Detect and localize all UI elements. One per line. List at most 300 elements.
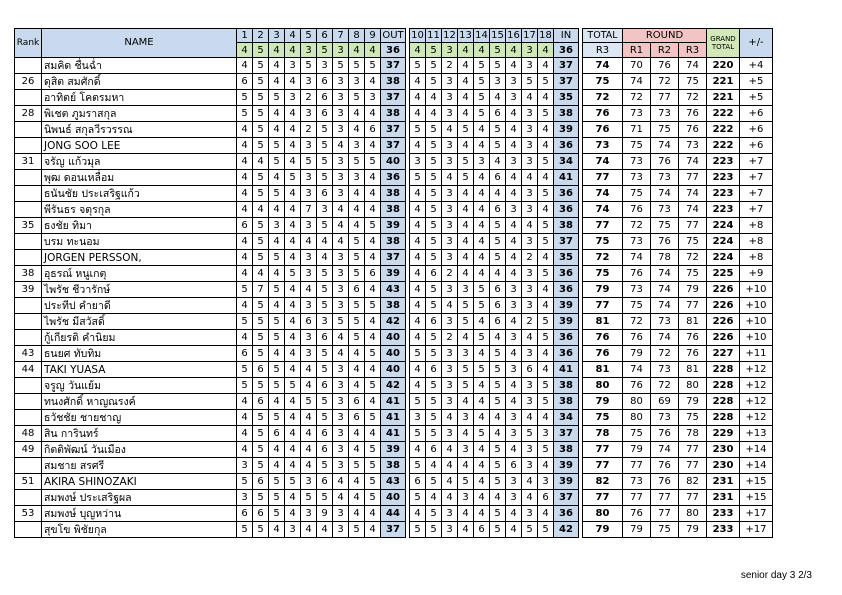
hole-score: 4 xyxy=(410,442,426,458)
rank-cell xyxy=(15,186,42,202)
hole-score: 3 xyxy=(442,90,458,106)
hole-score: 5 xyxy=(317,490,333,506)
hole-score: 5 xyxy=(522,522,538,538)
diff-to-par: +12 xyxy=(740,394,773,410)
hole-score: 5 xyxy=(253,74,269,90)
hole-score: 4 xyxy=(458,186,474,202)
hole-score: 4 xyxy=(349,186,365,202)
total-header: TOTAL xyxy=(583,29,623,43)
round-total: 77 xyxy=(583,458,623,474)
hole-score: 3 xyxy=(506,74,522,90)
hole-score: 5 xyxy=(253,218,269,234)
out-score: 42 xyxy=(381,314,406,330)
hole-score: 4 xyxy=(365,186,381,202)
hole-score: 4 xyxy=(458,218,474,234)
hole-score: 6 xyxy=(490,314,506,330)
hole-score: 3 xyxy=(506,410,522,426)
hole-score: 4 xyxy=(506,106,522,122)
r1-score: 73 xyxy=(623,234,651,250)
hole-score: 4 xyxy=(285,106,301,122)
hole-score: 4 xyxy=(522,90,538,106)
grand-total: 230 xyxy=(707,442,740,458)
rank-cell: 35 xyxy=(15,218,42,234)
hole-number: 10 xyxy=(411,29,424,41)
table-row xyxy=(15,282,773,298)
in-score: 37 xyxy=(554,74,579,90)
hole-score: 5 xyxy=(253,522,269,538)
hole-score: 4 xyxy=(253,266,269,282)
player-name: สมคิด ชื่นฉ่ำ xyxy=(42,58,237,74)
table-row xyxy=(15,490,773,506)
table-row xyxy=(15,234,773,250)
in-score: 38 xyxy=(554,378,579,394)
r2-score: 69 xyxy=(651,394,679,410)
hole-score: 5 xyxy=(269,362,285,378)
hole-score: 4 xyxy=(426,106,442,122)
hole-score: 5 xyxy=(317,298,333,314)
hole-score: 4 xyxy=(538,362,554,378)
hole-score: 5 xyxy=(269,506,285,522)
round-total: 77 xyxy=(583,298,623,314)
r2-score: 74 xyxy=(651,138,679,154)
hole-score: 5 xyxy=(349,234,365,250)
rank-cell: 39 xyxy=(15,282,42,298)
hole-score: 4 xyxy=(349,426,365,442)
r1-score: 74 xyxy=(623,362,651,378)
r2-score: 77 xyxy=(651,90,679,106)
hole-score: 5 xyxy=(474,282,490,298)
hole-score: 3 xyxy=(522,298,538,314)
hole-score: 3 xyxy=(301,218,317,234)
name-header: NAME xyxy=(42,29,237,58)
rank-cell xyxy=(15,330,42,346)
hole-score: 4 xyxy=(474,490,490,506)
hole-score: 4 xyxy=(410,138,426,154)
diff-to-par: +8 xyxy=(740,234,773,250)
hole-score: 4 xyxy=(317,234,333,250)
hole-score: 3 xyxy=(506,298,522,314)
r1-score: 74 xyxy=(623,74,651,90)
hole-score: 4 xyxy=(474,266,490,282)
hole-score: 4 xyxy=(506,378,522,394)
r2-score: 78 xyxy=(651,250,679,266)
hole-par: 4 xyxy=(237,43,253,58)
hole-number: 1 xyxy=(237,29,253,43)
r2-score: 76 xyxy=(651,58,679,74)
diff-to-par: +7 xyxy=(740,170,773,186)
hole-score: 4 xyxy=(269,74,285,90)
in-score: 37 xyxy=(554,58,579,74)
hole-score: 5 xyxy=(426,138,442,154)
hole-number: 18 xyxy=(539,29,552,41)
rank-cell xyxy=(15,314,42,330)
in-score: 34 xyxy=(554,154,579,170)
rank-cell xyxy=(15,122,42,138)
hole-score: 5 xyxy=(253,378,269,394)
round-total: 74 xyxy=(583,186,623,202)
hole-score: 6 xyxy=(538,490,554,506)
rank-cell: 28 xyxy=(15,106,42,122)
hole-score: 6 xyxy=(426,442,442,458)
r2-score: 74 xyxy=(651,442,679,458)
hole-score: 4 xyxy=(458,394,474,410)
hole-score: 4 xyxy=(237,234,253,250)
hole-score: 5 xyxy=(426,522,442,538)
hole-score: 4 xyxy=(365,394,381,410)
round-total: 77 xyxy=(583,490,623,506)
hole-score: 5 xyxy=(317,266,333,282)
hole-score: 4 xyxy=(506,522,522,538)
round-total: 75 xyxy=(583,234,623,250)
hole-score: 3 xyxy=(506,154,522,170)
player-name: อาทิตย์ โคตรมหา xyxy=(42,90,237,106)
hole-score: 5 xyxy=(317,122,333,138)
out-score: 39 xyxy=(381,218,406,234)
rank-cell xyxy=(15,490,42,506)
hole-number: 12 xyxy=(443,29,456,41)
table-row xyxy=(15,154,773,170)
hole-score: 6 xyxy=(426,362,442,378)
hole-score: 5 xyxy=(269,250,285,266)
hole-score: 4 xyxy=(285,186,301,202)
r3b-header: R3 xyxy=(679,43,707,58)
hole-score: 3 xyxy=(301,186,317,202)
out-score: 37 xyxy=(381,58,406,74)
hole-score: 3 xyxy=(333,90,349,106)
r1-score: 72 xyxy=(623,90,651,106)
hole-score: 5 xyxy=(458,170,474,186)
hole-score: 5 xyxy=(237,314,253,330)
r3-score: 76 xyxy=(679,106,707,122)
r3-score: 75 xyxy=(679,234,707,250)
hole-score: 4 xyxy=(410,362,426,378)
round-total: 76 xyxy=(583,346,623,362)
table-row xyxy=(15,378,773,394)
diff-to-par: +7 xyxy=(740,186,773,202)
hole-score: 4 xyxy=(349,202,365,218)
in-score: 34 xyxy=(554,410,579,426)
hole-score: 3 xyxy=(522,394,538,410)
hole-score: 3 xyxy=(237,490,253,506)
hole-score: 4 xyxy=(269,58,285,74)
hole-score: 5 xyxy=(253,90,269,106)
hole-score: 5 xyxy=(490,234,506,250)
hole-score: 4 xyxy=(410,330,426,346)
hole-score: 4 xyxy=(442,410,458,426)
hole-score: 3 xyxy=(442,426,458,442)
hole-score: 5 xyxy=(349,458,365,474)
hole-score: 5 xyxy=(538,442,554,458)
hole-score: 5 xyxy=(237,90,253,106)
r3-score: 74 xyxy=(679,154,707,170)
hole-score: 5 xyxy=(365,410,381,426)
rank-cell: 49 xyxy=(15,442,42,458)
hole-par: 4 xyxy=(458,43,474,58)
hole-par: 4 xyxy=(538,43,554,58)
hole-par: 4 xyxy=(269,43,285,58)
hole-score: 5 xyxy=(317,410,333,426)
r3-score: 77 xyxy=(679,298,707,314)
hole-score: 3 xyxy=(490,74,506,90)
player-name: บรม ทะนอม xyxy=(42,234,237,250)
hole-score: 4 xyxy=(410,250,426,266)
hole-score: 4 xyxy=(442,298,458,314)
player-name: ธวัชชัย ชายชาญ xyxy=(42,410,237,426)
round-total: 79 xyxy=(583,522,623,538)
table-row xyxy=(15,186,773,202)
r2-score: 77 xyxy=(651,506,679,522)
hole-score: 5 xyxy=(410,522,426,538)
diff-to-par: +14 xyxy=(740,442,773,458)
table-row xyxy=(15,330,773,346)
hole-score: 3 xyxy=(522,154,538,170)
in-score: 38 xyxy=(554,106,579,122)
hole-score: 4 xyxy=(301,282,317,298)
hole-score: 6 xyxy=(522,362,538,378)
hole-score: 6 xyxy=(317,74,333,90)
hole-score: 5 xyxy=(474,106,490,122)
hole-score: 5 xyxy=(410,122,426,138)
hole-score: 5 xyxy=(474,362,490,378)
hole-score: 5 xyxy=(253,298,269,314)
grand-total-label: TOTAL xyxy=(711,43,735,51)
hole-score: 4 xyxy=(506,58,522,74)
r3-score: 78 xyxy=(679,426,707,442)
hole-score: 3 xyxy=(506,362,522,378)
hole-score: 3 xyxy=(349,138,365,154)
rank-cell xyxy=(15,138,42,154)
hole-score: 3 xyxy=(442,234,458,250)
hole-score: 5 xyxy=(490,458,506,474)
out-score: 37 xyxy=(381,522,406,538)
round-total: 76 xyxy=(583,122,623,138)
round-total: 72 xyxy=(583,90,623,106)
r3-score: 75 xyxy=(679,74,707,90)
hole-score: 4 xyxy=(490,266,506,282)
hole-score: 5 xyxy=(490,58,506,74)
hole-score: 5 xyxy=(349,58,365,74)
hole-score: 5 xyxy=(490,378,506,394)
grand-total: 228 xyxy=(707,362,740,378)
in-score: 41 xyxy=(554,170,579,186)
hole-score: 4 xyxy=(365,362,381,378)
r2-score: 73 xyxy=(651,362,679,378)
leaderboard-rows xyxy=(15,58,773,538)
hole-score: 5 xyxy=(490,506,506,522)
rank-cell xyxy=(15,378,42,394)
hole-score: 5 xyxy=(253,58,269,74)
r3-score: 79 xyxy=(679,522,707,538)
rank-cell xyxy=(15,170,42,186)
table-row xyxy=(15,474,773,490)
hole-score: 6 xyxy=(237,506,253,522)
hole-score: 6 xyxy=(253,362,269,378)
hole-number: 6 xyxy=(317,29,333,43)
hole-score: 4 xyxy=(506,346,522,362)
in-score: 35 xyxy=(554,250,579,266)
r3-header: R3 xyxy=(583,43,623,58)
hole-score: 4 xyxy=(538,506,554,522)
hole-score: 5 xyxy=(426,186,442,202)
round-total: 77 xyxy=(583,442,623,458)
diff-to-par: +5 xyxy=(740,90,773,106)
hole-score: 4 xyxy=(490,90,506,106)
diff-to-par: +12 xyxy=(740,410,773,426)
diff-to-par: +15 xyxy=(740,474,773,490)
round-total: 80 xyxy=(583,506,623,522)
hole-score: 5 xyxy=(237,362,253,378)
hole-score: 4 xyxy=(458,458,474,474)
hole-score: 6 xyxy=(253,506,269,522)
r2-score: 73 xyxy=(651,202,679,218)
hole-score: 4 xyxy=(458,234,474,250)
out-score: 38 xyxy=(381,234,406,250)
table-row xyxy=(15,442,773,458)
hole-score: 5 xyxy=(458,314,474,330)
r2-score: 74 xyxy=(651,298,679,314)
hole-score: 4 xyxy=(269,234,285,250)
hole-score: 4 xyxy=(442,490,458,506)
diff-to-par: +7 xyxy=(740,154,773,170)
hole-score: 4 xyxy=(269,170,285,186)
round-total: 79 xyxy=(583,394,623,410)
hole-score: 5 xyxy=(253,426,269,442)
hole-score: 4 xyxy=(490,490,506,506)
hole-score: 3 xyxy=(506,202,522,218)
hole-par: 5 xyxy=(317,43,333,58)
grand-total: 226 xyxy=(707,330,740,346)
hole-score: 5 xyxy=(458,474,474,490)
hole-score: 4 xyxy=(365,522,381,538)
hole-score: 3 xyxy=(301,298,317,314)
hole-par: 4 xyxy=(410,43,426,58)
r3-score: 81 xyxy=(679,362,707,378)
hole-score: 3 xyxy=(285,90,301,106)
diff-to-par: +10 xyxy=(740,330,773,346)
hole-score: 3 xyxy=(522,442,538,458)
hole-score: 3 xyxy=(301,106,317,122)
hole-score: 4 xyxy=(349,106,365,122)
hole-score: 5 xyxy=(410,346,426,362)
table-row xyxy=(15,202,773,218)
hole-score: 4 xyxy=(237,426,253,442)
grand-total: 225 xyxy=(707,266,740,282)
hole-score: 2 xyxy=(301,122,317,138)
hole-score: 2 xyxy=(442,266,458,282)
hole-score: 4 xyxy=(410,282,426,298)
table-row xyxy=(15,106,773,122)
grand-total: 224 xyxy=(707,218,740,234)
grand-total: 226 xyxy=(707,298,740,314)
hole-score: 4 xyxy=(506,394,522,410)
in-score: 37 xyxy=(554,426,579,442)
rank-cell: 26 xyxy=(15,74,42,90)
r1-score: 80 xyxy=(623,410,651,426)
hole-score: 4 xyxy=(333,330,349,346)
hole-score: 3 xyxy=(317,202,333,218)
grand-total: 221 xyxy=(707,74,740,90)
hole-score: 5 xyxy=(365,154,381,170)
table-row xyxy=(15,298,773,314)
hole-score: 4 xyxy=(269,522,285,538)
hole-score: 4 xyxy=(365,74,381,90)
out-score: 40 xyxy=(381,490,406,506)
hole-score: 4 xyxy=(285,490,301,506)
hole-score: 6 xyxy=(317,378,333,394)
hole-score: 3 xyxy=(349,170,365,186)
hole-score: 5 xyxy=(285,170,301,186)
player-name: ไพรัช ชีวารักษ์ xyxy=(42,282,237,298)
hole-score: 5 xyxy=(538,234,554,250)
hole-score: 4 xyxy=(285,138,301,154)
hole-score: 3 xyxy=(410,410,426,426)
hole-score: 6 xyxy=(490,202,506,218)
hole-score: 4 xyxy=(237,298,253,314)
hole-score: 5 xyxy=(490,250,506,266)
round-total: 74 xyxy=(583,154,623,170)
hole-score: 3 xyxy=(285,522,301,538)
r1-score: 72 xyxy=(623,218,651,234)
hole-score: 6 xyxy=(253,474,269,490)
hole-score: 4 xyxy=(237,186,253,202)
hole-score: 3 xyxy=(442,314,458,330)
r1-score: 74 xyxy=(623,250,651,266)
hole-score: 4 xyxy=(365,506,381,522)
hole-score: 3 xyxy=(458,410,474,426)
hole-score: 5 xyxy=(317,218,333,234)
hole-score: 4 xyxy=(237,266,253,282)
hole-number: 7 xyxy=(333,29,349,43)
hole-score: 5 xyxy=(426,506,442,522)
hole-score: 4 xyxy=(474,410,490,426)
hole-score: 5 xyxy=(538,74,554,90)
hole-score: 6 xyxy=(490,170,506,186)
hole-score: 5 xyxy=(237,106,253,122)
hole-score: 4 xyxy=(237,442,253,458)
r2-score: 76 xyxy=(651,234,679,250)
hole-score: 6 xyxy=(506,458,522,474)
rank-cell xyxy=(15,90,42,106)
hole-score: 5 xyxy=(410,426,426,442)
r1-score: 72 xyxy=(623,314,651,330)
hole-score: 5 xyxy=(426,154,442,170)
hole-score: 3 xyxy=(333,442,349,458)
hole-score: 6 xyxy=(410,474,426,490)
player-name: พุฒ ดอนเหลื่อม xyxy=(42,170,237,186)
r1-score: 73 xyxy=(623,170,651,186)
r3-score: 72 xyxy=(679,250,707,266)
rank-cell xyxy=(15,394,42,410)
hole-score: 4 xyxy=(269,394,285,410)
hole-score: 6 xyxy=(317,426,333,442)
table-row xyxy=(15,266,773,282)
hole-number: 9 xyxy=(365,29,381,43)
hole-score: 6 xyxy=(269,426,285,442)
r1-score: 75 xyxy=(623,186,651,202)
table-row xyxy=(15,346,773,362)
hole-score: 4 xyxy=(458,266,474,282)
rank-header: Rank xyxy=(15,29,42,58)
hole-score: 4 xyxy=(410,202,426,218)
hole-score: 3 xyxy=(522,122,538,138)
grand-total: 224 xyxy=(707,250,740,266)
hole-score: 4 xyxy=(301,442,317,458)
hole-score: 3 xyxy=(522,458,538,474)
hole-score: 4 xyxy=(333,346,349,362)
out-score: 38 xyxy=(381,106,406,122)
hole-score: 4 xyxy=(301,522,317,538)
hole-score: 4 xyxy=(237,330,253,346)
